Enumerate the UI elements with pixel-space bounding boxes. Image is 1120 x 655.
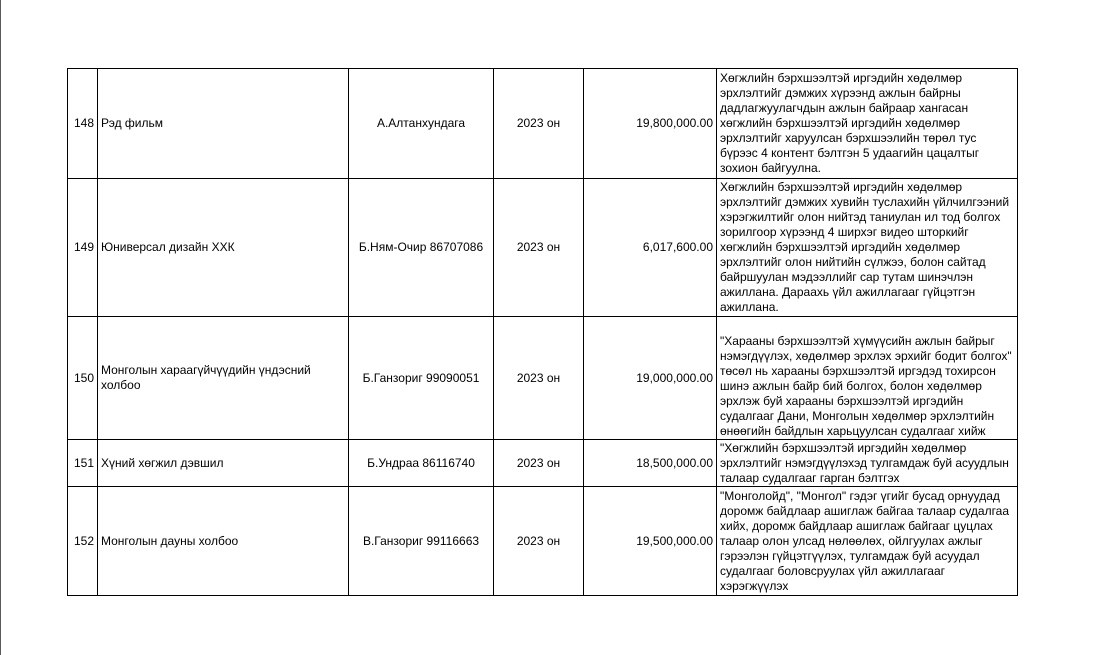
table-row (68, 317, 1018, 440)
organization-name: Монголын дауны холбоо (98, 487, 349, 596)
row-number: 149 (68, 179, 98, 317)
amount-cell: 6,017,600.00 (584, 179, 717, 317)
row-number: 152 (68, 487, 98, 596)
description-cell: "Харааны бэрхшээлтэй хүмүүсийн ажлын байрыг нэмэгдүүлэх, хөдөлмөр эрхлэх эрхийг бодит болгох" төсөл нь харааны бэрхшээлтэй иргэдэд тохирсон шинэ ажлын байр бий болгох, болон хөдөлмөр эрхлэж буй харааны бэрхшээлтэй иргэдийн судалгааг Дани, Монголын хөдөлмөр эрхлэлтийн өнөөгийн байдлын харьцуулсан судалгааг хийж (717, 317, 1018, 440)
year-cell: 2023 он (494, 440, 584, 487)
contact-person: Б.Ундраа 86116740 (349, 440, 494, 487)
organization-name: Юниверсал дизайн ХХК (98, 179, 349, 317)
year-cell: 2023 он (494, 487, 584, 596)
year-cell: 2023 он (494, 69, 584, 179)
table-row (68, 440, 1018, 487)
description-cell: "Хөгжлийн бэрхшээлтэй иргэдийн хөдөлмөр эрхлэлтийг нэмэгдүүлэхэд тулгамдаж буй асуудлын талаар судалгааг гарган бэлтгэх (717, 440, 1018, 487)
table-row (68, 487, 1018, 596)
contact-person: Б.Ням-Очир 86707086 (349, 179, 494, 317)
year-cell: 2023 он (494, 179, 584, 317)
row-number: 150 (68, 317, 98, 440)
organization-name: Хүний хөгжил дэвшил (98, 440, 349, 487)
amount-cell: 19,500,000.00 (584, 487, 717, 596)
table-row (68, 69, 1018, 179)
organization-name: Монголын хараагүйчүүдийн үндэсний холбоо (98, 317, 349, 440)
contact-person: А.Алтанхундага (349, 69, 494, 179)
contact-person: Б.Ганзориг 99090051 (349, 317, 494, 440)
row-number: 148 (68, 69, 98, 179)
table-row (68, 179, 1018, 317)
description-cell: "Монголойд", "Монгол" гэдэг үгийг бусад орнуудад доромж байдлаар ашиглаж байгаа талаар судалгаа хийх, доромж байдлаар ашиглаж байгааг цуцлах талаар олон улсад нөлөөлөх, ойлгуулах ажлыг гэрээлэн гүйцэтгүүлэх, тулгамдаж буй асуудал судалгааг боловсруулах үйл ажиллагааг хэрэгжүүлэх (717, 487, 1018, 596)
amount-cell: 19,800,000.00 (584, 69, 717, 179)
contact-person: В.Ганзориг 99116663 (349, 487, 494, 596)
organization-name: Рэд фильм (98, 69, 349, 179)
amount-cell: 18,500,000.00 (584, 440, 717, 487)
row-number: 151 (68, 440, 98, 487)
page-left-border (0, 0, 1, 655)
amount-cell: 19,000,000.00 (584, 317, 717, 440)
description-cell: Хөгжлийн бэрхшээлтэй иргэдийн хөдөлмөр эрхлэлтийг дэмжих хүрээнд ажлын байрны дадлагжуулагчдын ажлын байраар хангасан хөгжлийн бэрхшээлтэй иргэдийн хөдөлмөр эрхлэлтийг харуулсан бэрхшээлийн төрөл тус бүрээс 4 контент бэлтгэн 5 удаагийн цацалтыг зохион байгуулна. (717, 69, 1018, 179)
grant-table (67, 68, 1018, 596)
year-cell: 2023 он (494, 317, 584, 440)
description-cell: Хөгжлийн бэрхшээлтэй иргэдийн хөдөлмөр эрхлэлтийг дэмжих хувийн туслахийн үйлчилгээний хэрэгжилтийг олон нийтэд таниулан ил тод болгох зорилгоор хүрээнд 4 ширхэг видео шторкийг хөгжлийн бэрхшээлтэй иргэдийн хөдөлмөр эрхлэлтийг олон нийтийн сүлжээ, болон сайтад байршуулан мэдээллийг сар тутам шинэчлэн ажиллана. Дараахь үйл ажиллагааг гүйцэтгэн ажиллана. (717, 179, 1018, 317)
